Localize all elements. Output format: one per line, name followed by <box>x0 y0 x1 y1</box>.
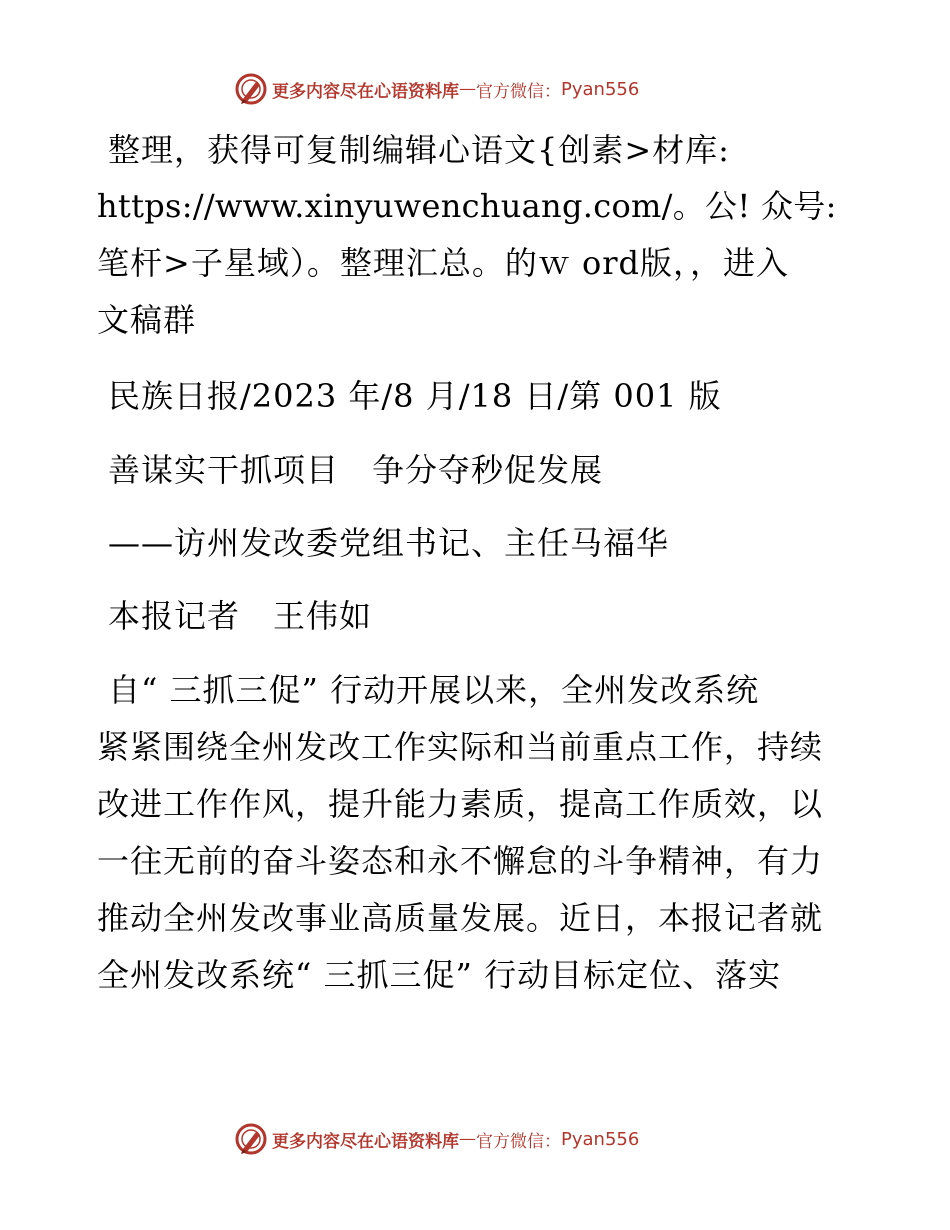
body-line: 推动全州发改事业高质量发展。近日，本报记者就 <box>97 899 824 937</box>
banner-wechat-id: Pyan556 <box>561 78 640 100</box>
dateline: 民族日报/2023 年/8 月/18 日/第 001 版 <box>108 377 722 415</box>
body-line: 改进工作作风，提升能力素质，提高工作质效，以 <box>97 785 824 823</box>
headline: 善谋实干抓项目 争分夺秒促发展 <box>108 451 604 489</box>
header-banner <box>234 72 734 106</box>
subheadline: ——访州发改委党组书记、主任马福华 <box>108 524 670 562</box>
intro-line: https://www.xinyuwenchuang.com/。公! 众号: <box>97 187 837 225</box>
body-line: 紧紧围绕全州发改工作实际和当前重点工作，持续 <box>97 728 824 766</box>
body-line: 自“ 三抓三促” 行动开展以来，全州发改系统 <box>108 671 760 709</box>
banner-main-text: 更多内容尽在心语资料库 <box>272 81 459 102</box>
banner-wechat-label: 官方微信： <box>476 1131 561 1152</box>
intro-line: 整理，获得可复制编辑心语文{创素>材库: <box>108 131 730 169</box>
banner-wechat-id: Pyan556 <box>561 1128 640 1150</box>
banner-dash: — <box>459 1129 476 1149</box>
byline: 本报记者 王伟如 <box>108 597 373 635</box>
banner-main-text: 更多内容尽在心语资料库 <box>272 1131 459 1152</box>
banner-wechat-label: 官方微信： <box>476 81 561 102</box>
body-line: 全州发改系统“ 三抓三促” 行动目标定位、落实 <box>97 956 782 994</box>
banner-dash: — <box>459 79 476 99</box>
intro-line: 文稿群 <box>97 301 197 339</box>
pen-logo-icon <box>234 1122 268 1156</box>
pen-logo-icon <box>234 72 268 106</box>
body-line: 一往无前的奋斗姿态和永不懈怠的斗争精神，有力 <box>97 842 824 880</box>
intro-line: 笔杆>子星域）。整理汇总。的ｗ ord版，，进入 <box>97 244 790 282</box>
footer-banner <box>234 1122 734 1156</box>
